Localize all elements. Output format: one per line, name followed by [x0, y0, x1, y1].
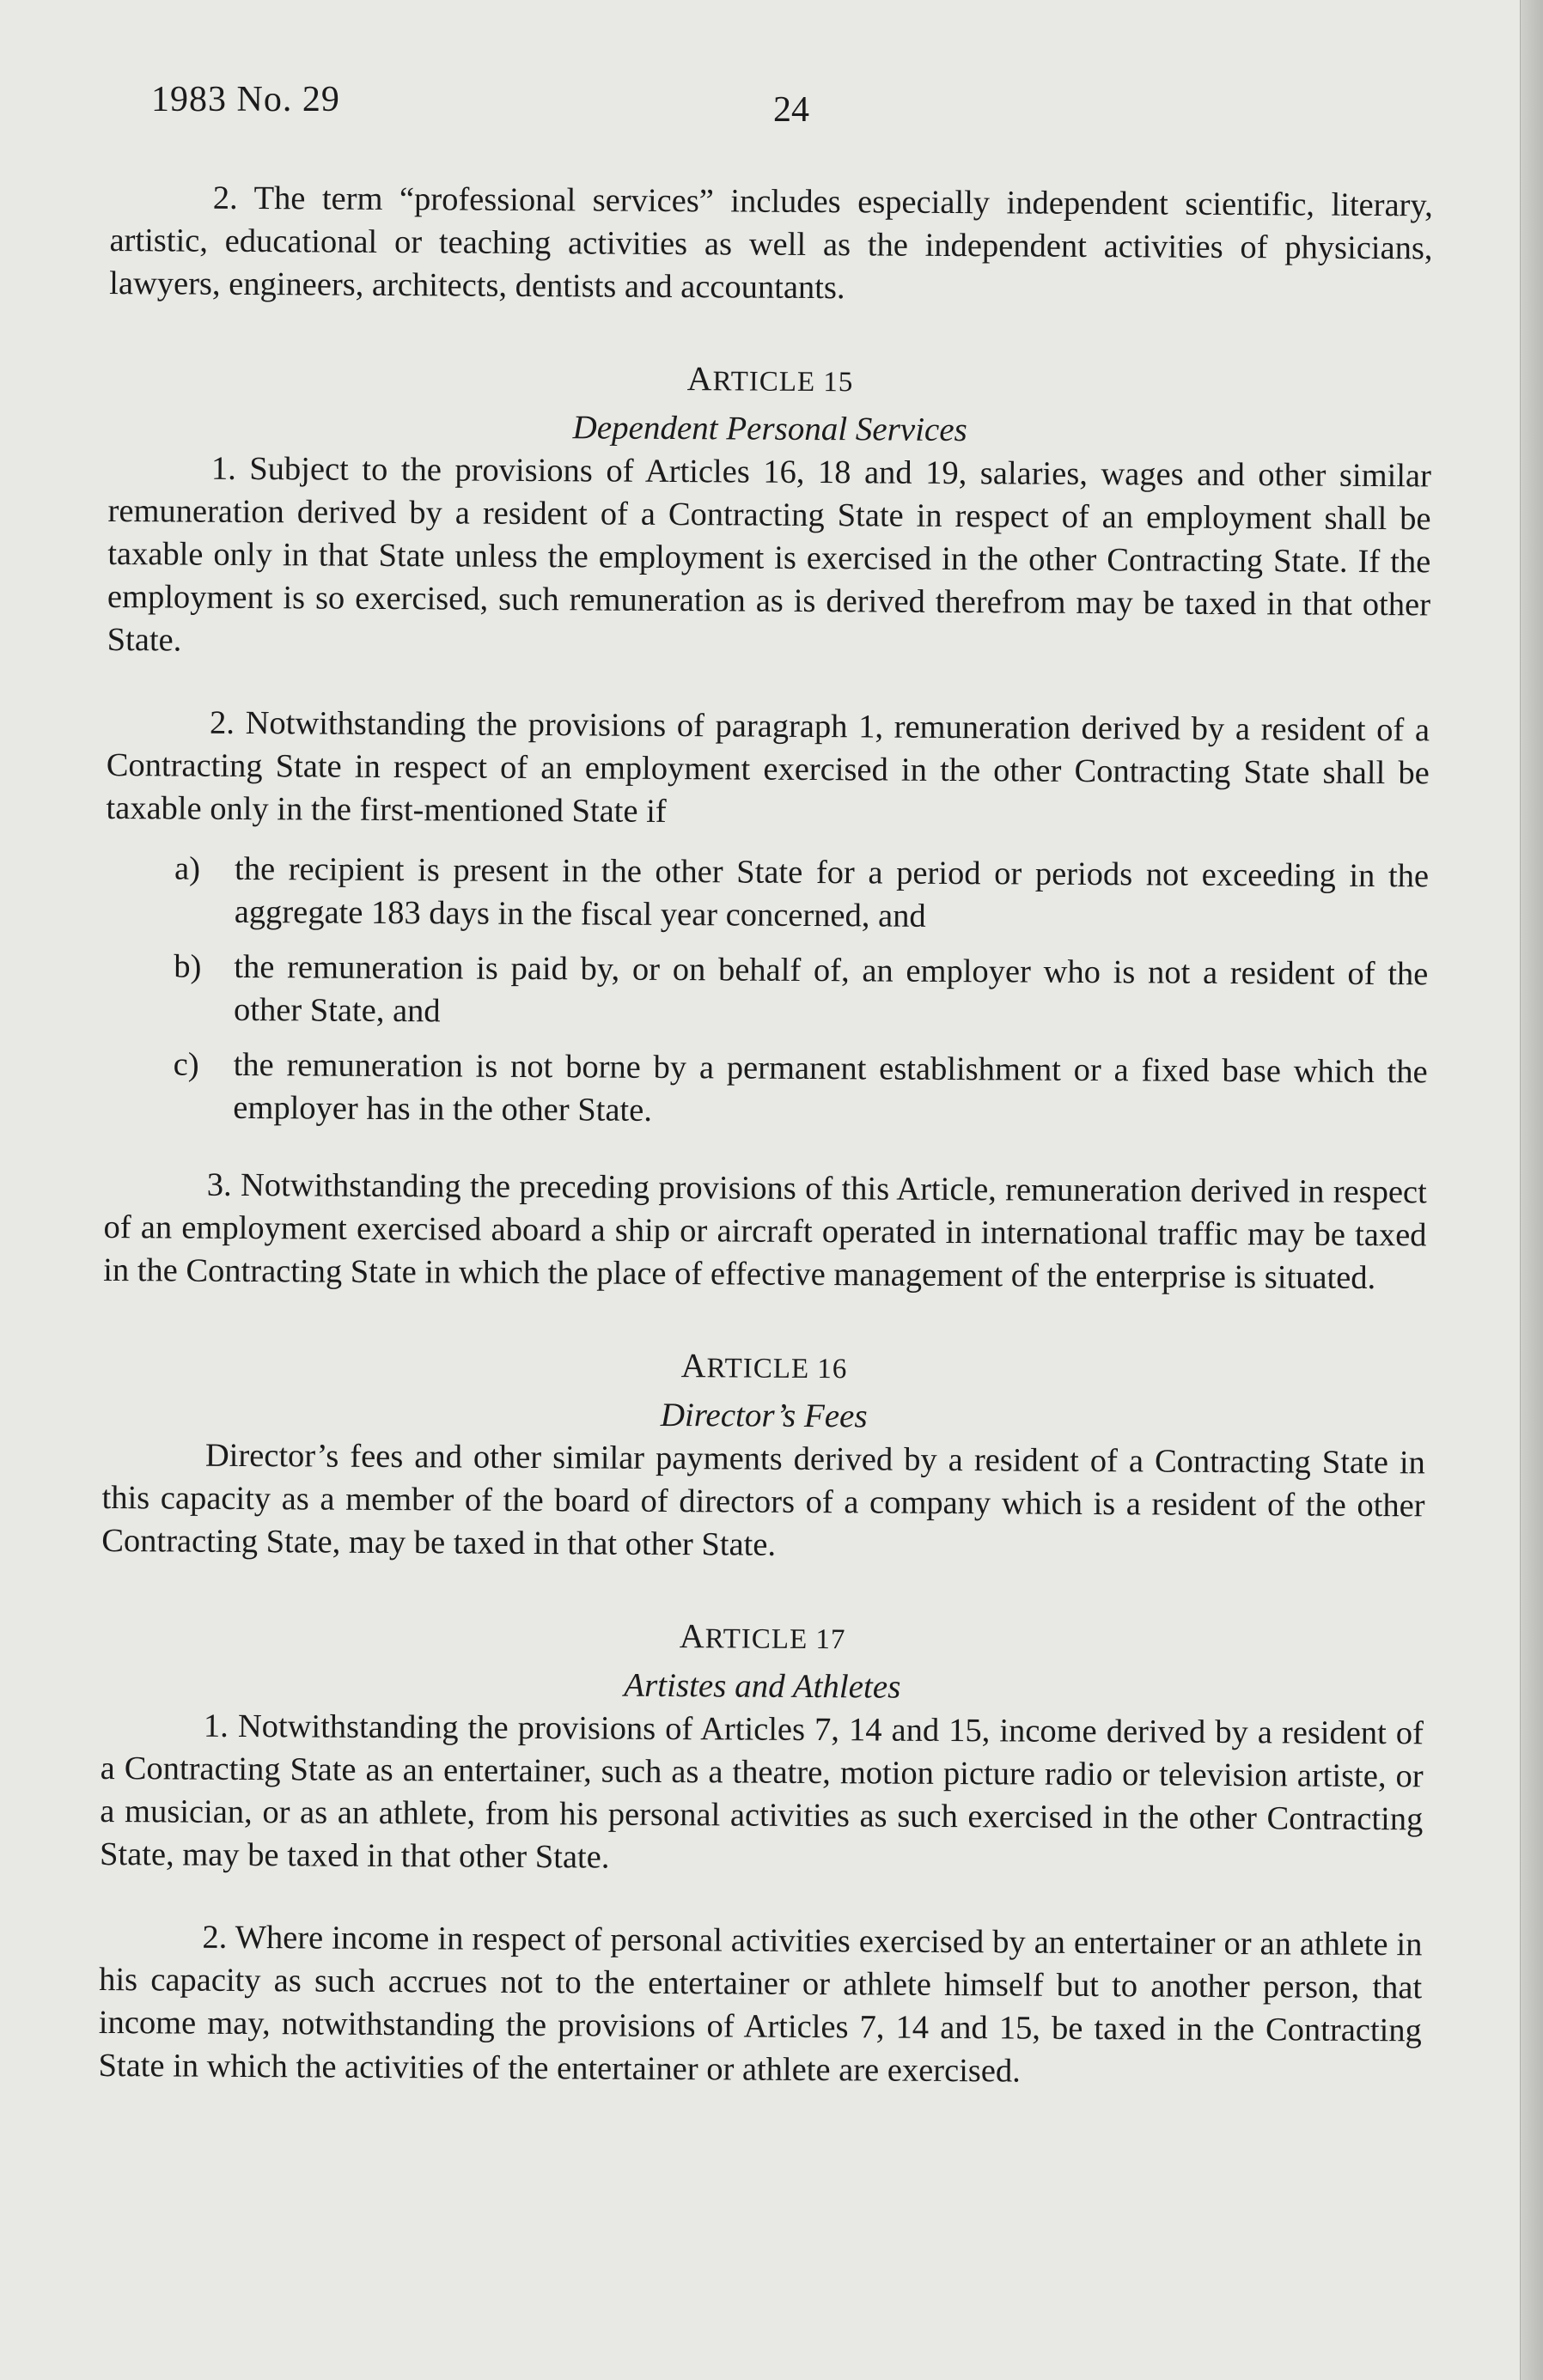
list-item-label: b): [174, 948, 202, 985]
article15-heading-rest: RTICLE 15: [712, 366, 854, 399]
article15-heading: [108, 355, 1431, 403]
list-item-label: c): [173, 1046, 199, 1083]
article17-heading-initial: A: [679, 1616, 705, 1656]
article15-title: Dependent Personal Services: [572, 409, 967, 449]
article17-paragraph-2: 2. Where income in respect of personal activities exercised by an entertainer or an athlete in his capacity as such accrues not to the entertainer or athlete himself but to another person, that income may, notwithstanding the provisions of Articles 7, 14 and 15, be taxed in the Contracting State in which the activities of the entertainer or athlete are exercised.: [98, 1919, 1423, 2090]
list-item-text: the recipient is present in the other State for a period or periods not exceeding in the aggregate 183 days in the fiscal year concerned, and: [234, 850, 1430, 934]
article16-paragraph-1: Director’s fees and other similar payments derived by a resident of a Contracting State in this capacity as a member of the board of directors of a company which is a resident of the other Contracting State, may be taxed in that other State.: [101, 1437, 1426, 1563]
list-item-text: the remuneration is paid by, or on behalf of, an employer who is not a resident of the other State, and: [233, 948, 1429, 1030]
list-item: [106, 847, 1430, 940]
list-item: [104, 1043, 1428, 1136]
article15-paragraph-3: 3. Notwithstanding the preceding provisions of this Article, remuneration derived in respect of an employment exercised aboard a ship or aircraft operated in international traffic may be taxed in the Contracting State in which the place of effective management of the enterprise is situated.: [103, 1166, 1427, 1297]
article15-conditions-list: [104, 847, 1429, 1136]
article17-heading: [101, 1612, 1424, 1660]
document-reference: 1983 No. 29: [151, 80, 340, 119]
article15-paragraph-1: 1. Subject to the provisions of Articles 16, 18 and 19, salaries, wages and other similar remuneration derived by a resident of a Contracting State in respect of an employment shall be taxable only in that State unless the employment is exercised in the other Contracting State. If the employment is so exercised, such remuneration as is derived therefrom may be taxed in that other State.: [107, 450, 1432, 659]
page-spine-edge: [1520, 0, 1543, 2380]
article17-title: Artistes and Athletes: [624, 1666, 901, 1706]
article15-paragraph-2: 2. Notwithstanding the provisions of paragraph 1, remuneration derived by a resident of a Contracting State in respect of an employment exercised in the other Contracting State shall be taxable only in the first-mentioned State if: [106, 704, 1430, 830]
page-number: 24: [773, 90, 809, 130]
list-item-label: a): [174, 850, 201, 887]
article17-heading-rest: RTICLE 17: [704, 1623, 846, 1656]
article15-heading-initial: A: [686, 359, 713, 399]
article17-paragraph-1: 1. Notwithstanding the provisions of Articles 7, 14 and 15, income derived by a resident of a Contracting State as an entertainer, such as a theatre, motion picture radio or television artiste, or a musician, or as an athlete, from his personal activities as such exercised in the other Contracting State, may be taxed in that other State.: [99, 1707, 1424, 1876]
document-body: [98, 176, 1433, 2134]
article14-paragraph-2: 2. The term “professional services” includes especially independent scientific, literary, artistic, educational or teaching activities as well as the independent activities of physicians, lawyers, engineers, architects, dentists and accountants.: [109, 180, 1433, 307]
article16-title: Director’s Fees: [660, 1396, 868, 1435]
article16-heading-initial: A: [680, 1346, 707, 1385]
article16-heading-rest: RTICLE 16: [706, 1353, 848, 1385]
list-item: [105, 945, 1429, 1038]
article16-heading: [102, 1342, 1425, 1390]
list-item-text: the remuneration is not borne by a permanent establishment or a fixed base which the employer has in the other State.: [233, 1046, 1428, 1129]
